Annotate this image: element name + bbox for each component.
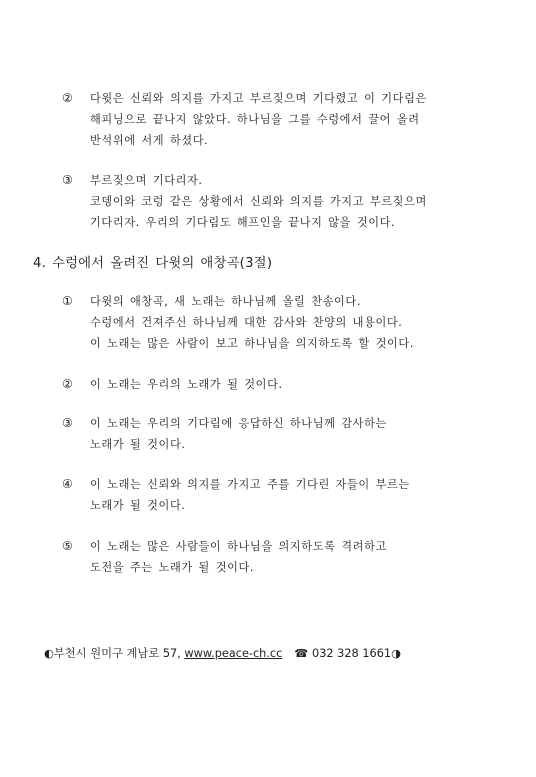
item-line: 코뎅이와 코렁 같은 상황에서 신뢰와 의지를 가지고 부르짖으며 xyxy=(90,195,427,208)
footer-address: 부천시 원미구 계남로 57, xyxy=(53,647,181,660)
item-line: 노래가 될 것이다. xyxy=(90,438,186,451)
section-heading: 4. 수렁에서 올려진 다윗의 애창곡(3절) xyxy=(33,256,273,271)
footer xyxy=(44,645,401,663)
website-link[interactable]: www.peace-ch.cc xyxy=(184,647,283,660)
item-text xyxy=(90,88,510,151)
item-marker: ② xyxy=(62,91,73,105)
item-text xyxy=(90,413,510,455)
item-marker: ⑤ xyxy=(62,539,73,553)
item-line: 이 노래는 우리의 기다림에 응답하신 하나님께 감사하는 xyxy=(90,417,387,430)
half-circle-left-icon: ◐ xyxy=(44,647,54,660)
item-text xyxy=(90,170,510,233)
phone-icon: ☎ xyxy=(294,647,309,660)
item-line: 기다리자. 우리의 기다림도 해프인을 끝나지 않을 것이다. xyxy=(90,216,396,229)
footer-phone: 032 328 1661 xyxy=(312,647,392,660)
item-marker: ③ xyxy=(62,173,73,187)
half-circle-right-icon: ◑ xyxy=(391,647,401,660)
item-text xyxy=(90,536,510,578)
item-line: 반석위에 서게 하셨다. xyxy=(90,134,209,147)
item-marker: ③ xyxy=(62,416,73,430)
item-line: 다윗은 신뢰와 의지를 가지고 부르짖으며 기다렸고 이 기다림은 xyxy=(90,92,427,105)
item-line: 이 노래는 많은 사람이 보고 하나님을 의지하도록 할 것이다. xyxy=(90,337,414,350)
item-text xyxy=(90,474,510,516)
item-text xyxy=(90,291,510,354)
item-marker: ② xyxy=(62,377,73,391)
item-line: 이 노래는 우리의 노래가 될 것이다. xyxy=(90,378,283,391)
item-line: 수렁에서 건져주신 하나님께 대한 감사와 찬양의 내용이다. xyxy=(90,316,403,329)
item-line: 이 노래는 많은 사람들이 하나님을 의지하도록 격려하고 xyxy=(90,540,387,553)
item-line: 해피닝으로 끝나지 않았다. 하나님을 그를 수렁에서 끌어 올려 xyxy=(90,113,420,126)
item-line: 도전을 주는 노래가 될 것이다. xyxy=(90,561,255,574)
item-marker: ④ xyxy=(62,477,73,491)
item-marker: ① xyxy=(62,294,73,308)
item-text xyxy=(90,374,510,395)
item-line: 부르짖으며 기다리자. xyxy=(90,174,203,187)
item-line: 다윗의 애창곡, 새 노래는 하나님께 올릴 찬송이다. xyxy=(90,295,361,308)
item-line: 노래가 될 것이다. xyxy=(90,499,186,512)
item-line: 이 노래는 신뢰와 의지를 가지고 주를 기다린 자들이 부르는 xyxy=(90,478,410,491)
